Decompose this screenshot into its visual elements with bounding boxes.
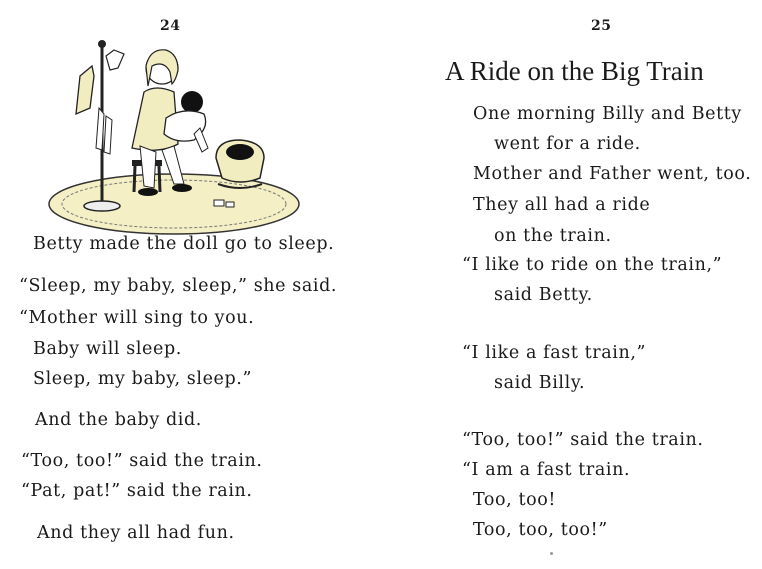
girl-rocking-doll-illustration — [44, 36, 304, 236]
text-line: “Mother will sing to you. — [19, 308, 255, 328]
right-page — [381, 0, 762, 569]
text-line: on the train. — [494, 226, 612, 246]
text-line: One morning Billy and Betty — [473, 104, 742, 124]
text-line: Too, too, too!” — [473, 520, 608, 540]
text-line: “I like to ride on the train,” — [462, 255, 723, 275]
page-number: 24 — [160, 18, 181, 34]
text-line: Betty made the doll go to sleep. — [33, 234, 335, 254]
text-line: said Betty. — [494, 285, 593, 305]
doll-head — [181, 91, 203, 113]
hanging-coat — [76, 66, 94, 114]
text-line: Too, too! — [473, 490, 557, 510]
text-line: “I am a fast train. — [462, 460, 631, 480]
text-line: Baby will sleep. — [33, 339, 182, 359]
text-line: “Pat, pat!” said the rain. — [21, 481, 253, 501]
text-line: “Too, too!” said the train. — [21, 451, 263, 471]
text-line: And they all had fun. — [37, 523, 235, 543]
text-line: They all had a ride — [473, 195, 651, 215]
text-line: And the baby did. — [35, 410, 202, 430]
text-line: said Billy. — [494, 373, 586, 393]
text-line: Sleep, my baby, sleep.” — [33, 369, 252, 389]
text-line: Mother and Father went, too. — [473, 164, 752, 184]
page-number: 25 — [591, 18, 612, 34]
text-line: “I like a fast train,” — [462, 343, 647, 363]
text-line: “Sleep, my baby, sleep,” she said. — [19, 276, 338, 296]
story-title: A Ride on the Big Train — [445, 56, 704, 86]
page-speck — [550, 552, 553, 555]
text-line: went for a ride. — [494, 134, 641, 154]
text-line: “Too, too!” said the train. — [462, 430, 704, 450]
coat-stand-base — [84, 201, 120, 211]
